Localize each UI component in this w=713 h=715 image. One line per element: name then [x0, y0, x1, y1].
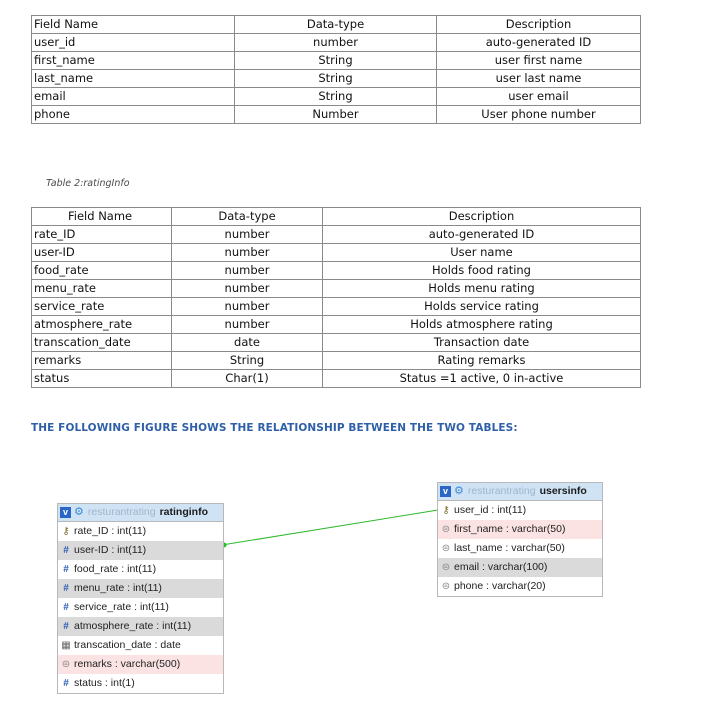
table-row [32, 280, 641, 298]
key-icon: ⚷ [442, 505, 450, 516]
field-row[interactable] [58, 674, 223, 693]
table-cell: number [172, 280, 323, 298]
field-row[interactable] [438, 558, 602, 577]
table-cell: number [172, 298, 323, 316]
table-cell: number [172, 262, 323, 280]
relation-line [222, 510, 438, 545]
users-table [31, 15, 641, 124]
table-row [32, 70, 641, 88]
table-cell: atmosphere_rate [32, 316, 172, 334]
table-cell: User name [323, 244, 641, 262]
table-cell: Holds food rating [323, 262, 641, 280]
table-row [32, 88, 641, 106]
field-label: status : int(1) [74, 677, 135, 689]
field-label: menu_rate : int(11) [74, 582, 162, 594]
database-name: resturantrating [467, 485, 536, 497]
table-cell: String [172, 352, 323, 370]
table-cell: remarks [32, 352, 172, 370]
field-label: first_name : varchar(50) [454, 523, 566, 535]
column-header: Description [437, 16, 641, 34]
table-cell: menu_rate [32, 280, 172, 298]
rating-table-body [32, 208, 641, 388]
text-icon: ⊜ [441, 581, 451, 592]
field-label: remarks : varchar(500) [74, 658, 181, 670]
field-label: service_rate : int(11) [74, 601, 169, 613]
table-row [32, 226, 641, 244]
column-header: Data-type [235, 16, 437, 34]
table-cell: date [172, 334, 323, 352]
table-cell: email [32, 88, 235, 106]
table-name: ratinginfo [159, 506, 208, 518]
number-icon: # [63, 602, 69, 613]
table-row [32, 370, 641, 388]
table-row [32, 244, 641, 262]
ratinginfo-fields [58, 522, 223, 693]
table-cell: String [235, 52, 437, 70]
table-cell: user first name [437, 52, 641, 70]
table-name: usersinfo [539, 485, 587, 497]
table-cell: rate_ID [32, 226, 172, 244]
usersinfo-table-box[interactable] [437, 482, 603, 597]
table-cell: Holds menu rating [323, 280, 641, 298]
field-row[interactable] [58, 522, 223, 541]
table-cell: Status =1 active, 0 in-active [323, 370, 641, 388]
table-row [32, 262, 641, 280]
header-row [32, 16, 641, 34]
table-cell: String [235, 88, 437, 106]
table-cell: User phone number [437, 106, 641, 124]
number-icon: # [63, 678, 69, 689]
table-cell: number [235, 34, 437, 52]
users-table-body [32, 16, 641, 124]
text-icon: ⊜ [61, 659, 71, 670]
toggle-icon[interactable]: v [60, 507, 71, 518]
relationship-heading: THE FOLLOWING FIGURE SHOWS THE RELATIONSHIP BETWEEN THE TWO TABLES: [31, 422, 518, 434]
table-cell: auto-generated ID [437, 34, 641, 52]
table-cell: last_name [32, 70, 235, 88]
gear-icon[interactable]: ⚙ [74, 506, 84, 518]
key-icon: ⚷ [62, 526, 70, 537]
field-row[interactable] [438, 539, 602, 558]
header-row [32, 208, 641, 226]
column-header: Description [323, 208, 641, 226]
text-icon: ⊜ [441, 524, 451, 535]
field-label: user-ID : int(11) [74, 544, 147, 556]
table-cell: Transaction date [323, 334, 641, 352]
field-row[interactable] [438, 577, 602, 596]
table-cell: Number [235, 106, 437, 124]
field-label: phone : varchar(20) [454, 580, 546, 592]
table-cell: Holds atmosphere rating [323, 316, 641, 334]
field-row[interactable] [58, 636, 223, 655]
number-icon: # [63, 621, 69, 632]
field-row[interactable] [438, 520, 602, 539]
toggle-icon[interactable]: v [440, 486, 451, 497]
field-label: rate_ID : int(11) [74, 525, 147, 537]
table-cell: Holds service rating [323, 298, 641, 316]
table-cell: food_rate [32, 262, 172, 280]
field-row[interactable] [438, 501, 602, 520]
usersinfo-fields [438, 501, 602, 596]
table-row [32, 334, 641, 352]
table-cell: number [172, 226, 323, 244]
date-icon: ▦ [61, 640, 71, 651]
text-icon: ⊜ [441, 543, 451, 554]
table-cell: phone [32, 106, 235, 124]
field-label: transcation_date : date [74, 639, 181, 651]
table-cell: first_name [32, 52, 235, 70]
usersinfo-header[interactable] [438, 483, 602, 501]
field-label: user_id : int(11) [454, 504, 527, 516]
rating-table [31, 207, 641, 388]
field-label: atmosphere_rate : int(11) [74, 620, 192, 632]
field-label: food_rate : int(11) [74, 563, 157, 575]
ratinginfo-table-box[interactable] [57, 503, 224, 694]
column-header: Field Name [32, 16, 235, 34]
field-label: last_name : varchar(50) [454, 542, 565, 554]
table-row [32, 52, 641, 70]
field-label: email : varchar(100) [454, 561, 548, 573]
table-2-caption: Table 2:ratingInfo [46, 178, 130, 189]
field-row[interactable] [58, 560, 223, 579]
table-cell: status [32, 370, 172, 388]
table-row [32, 316, 641, 334]
table-cell: transcation_date [32, 334, 172, 352]
ratinginfo-header[interactable] [58, 504, 223, 522]
field-row[interactable] [58, 598, 223, 617]
text-icon: ⊜ [441, 562, 451, 573]
table-cell: number [172, 316, 323, 334]
database-name: resturantrating [87, 506, 156, 518]
table-cell: user last name [437, 70, 641, 88]
table-cell: user_id [32, 34, 235, 52]
table-row [32, 298, 641, 316]
number-icon: # [63, 545, 69, 556]
table-cell: number [172, 244, 323, 262]
field-row[interactable] [58, 617, 223, 636]
table-cell: service_rate [32, 298, 172, 316]
field-row[interactable] [58, 655, 223, 674]
number-icon: # [63, 583, 69, 594]
column-header: Data-type [172, 208, 323, 226]
table-cell: user email [437, 88, 641, 106]
gear-icon[interactable]: ⚙ [454, 485, 464, 497]
table-row [32, 34, 641, 52]
field-row[interactable] [58, 541, 223, 560]
column-header: Field Name [32, 208, 172, 226]
table-row [32, 106, 641, 124]
table-row [32, 352, 641, 370]
table-cell: Char(1) [172, 370, 323, 388]
table-cell: user-ID [32, 244, 172, 262]
field-row[interactable] [58, 579, 223, 598]
table-cell: auto-generated ID [323, 226, 641, 244]
table-cell: Rating remarks [323, 352, 641, 370]
number-icon: # [63, 564, 69, 575]
table-cell: String [235, 70, 437, 88]
